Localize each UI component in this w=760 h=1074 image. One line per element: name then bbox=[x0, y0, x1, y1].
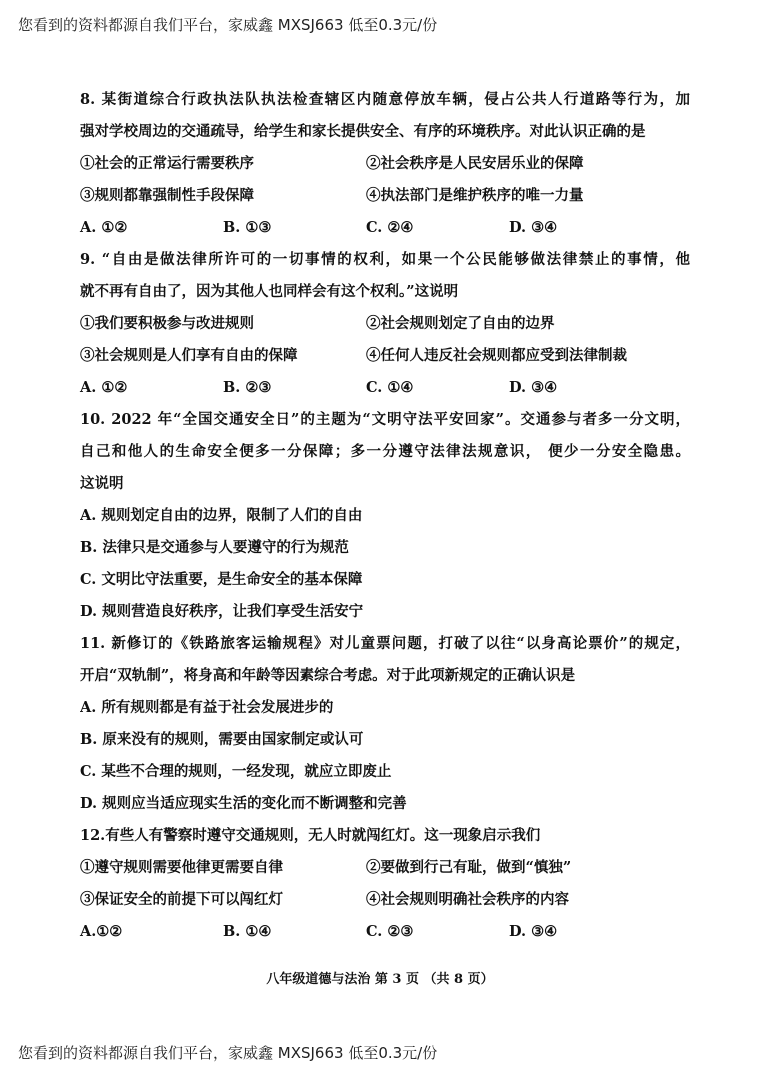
choice-d: D. ③④ bbox=[509, 219, 558, 236]
statement-3: ③保证安全的前提下可以闯红灯 bbox=[80, 891, 283, 908]
question-10 bbox=[80, 407, 690, 631]
choice-row bbox=[80, 919, 690, 951]
watermark-banner-top: 您看到的资料都源自我们平台，家威鑫 MXSJ663 低至0.3元/份 bbox=[18, 16, 438, 34]
question-stem-line: 12.有些人有警察时遵守交通规则，无人时就闯红灯。这一现象启示我们 bbox=[80, 827, 541, 844]
question-stem-line: 开启“双轨制”，将身高和年龄等因素综合考虑。对于此项新规定的正确认识是 bbox=[80, 667, 576, 684]
statement-2: ②社会秩序是人民安居乐业的保障 bbox=[366, 155, 584, 172]
exam-questions bbox=[80, 87, 690, 951]
choice-c: C. ②③ bbox=[366, 923, 414, 940]
statement-row bbox=[80, 151, 690, 183]
option-c: C. 文明比守法重要，是生命安全的基本保障 bbox=[80, 571, 363, 588]
question-8 bbox=[80, 87, 690, 247]
choice-b: B. ②③ bbox=[223, 379, 272, 396]
option-a: A. 规则划定自由的边界，限制了人们的自由 bbox=[80, 507, 363, 524]
choice-row bbox=[80, 215, 690, 247]
question-stem-line: 这说明 bbox=[80, 475, 124, 492]
option-a: A. 所有规则都是有益于社会发展进步的 bbox=[80, 699, 334, 716]
question-stem-line: 自己和他人的生命安全便多一分保障；多一分遵守法律法规意识， 便少一分安全隐患。 bbox=[80, 443, 690, 460]
option-c: C. 某些不合理的规则，一经发现，就应立即废止 bbox=[80, 763, 392, 780]
question-stem-line: 8. 某街道综合行政执法队执法检查辖区内随意停放车辆，侵占公共人行道路等行为，加 bbox=[80, 91, 690, 108]
statement-row bbox=[80, 311, 690, 343]
question-stem-line: 就不再有自由了，因为其他人也同样会有这个权利。”这说明 bbox=[80, 283, 459, 300]
choice-d: D. ③④ bbox=[509, 379, 558, 396]
question-stem-line: 10. 2022 年“全国交通安全日”的主题为“文明守法平安回家”。交通参与者多一分文明， bbox=[80, 411, 690, 428]
question-12 bbox=[80, 823, 690, 951]
statement-1: ①遵守规则需要他律更需要自律 bbox=[80, 859, 283, 876]
statement-4: ④执法部门是维护秩序的唯一力量 bbox=[366, 187, 584, 204]
option-b: B. 法律只是交通参与人要遵守的行为规范 bbox=[80, 539, 349, 556]
statement-row bbox=[80, 343, 690, 375]
choice-b: B. ①④ bbox=[223, 923, 272, 940]
statement-4: ④社会规则明确社会秩序的内容 bbox=[366, 891, 569, 908]
statement-4: ④任何人违反社会规则都应受到法律制裁 bbox=[366, 347, 627, 364]
statement-2: ②要做到行己有耻，做到“慎独” bbox=[366, 859, 572, 876]
statement-1: ①社会的正常运行需要秩序 bbox=[80, 155, 254, 172]
question-stem-line: 强对学校周边的交通疏导，给学生和家长提供安全、有序的环境秩序。对此认识正确的是 bbox=[80, 123, 646, 140]
option-d: D. 规则应当适应现实生活的变化而不断调整和完善 bbox=[80, 795, 407, 812]
choice-a: A. ①② bbox=[80, 219, 128, 236]
statement-3: ③社会规则是人们享有自由的保障 bbox=[80, 347, 298, 364]
question-stem-line: 9. “自由是做法律所许可的一切事情的权利，如果一个公民能够做法律禁止的事情，他 bbox=[80, 251, 690, 268]
statement-row bbox=[80, 855, 690, 887]
choice-a: A.①② bbox=[80, 923, 123, 940]
statement-3: ③规则都靠强制性手段保障 bbox=[80, 187, 254, 204]
statement-2: ②社会规则划定了自由的边界 bbox=[366, 315, 555, 332]
choice-a: A. ①② bbox=[80, 379, 128, 396]
choice-c: C. ②④ bbox=[366, 219, 414, 236]
statement-1: ①我们要积极参与改进规则 bbox=[80, 315, 254, 332]
statement-row bbox=[80, 887, 690, 919]
option-b: B. 原来没有的规则，需要由国家制定或认可 bbox=[80, 731, 364, 748]
choice-d: D. ③④ bbox=[509, 923, 558, 940]
choice-row bbox=[80, 375, 690, 407]
watermark-banner-bottom: 您看到的资料都源自我们平台，家威鑫 MXSJ663 低至0.3元/份 bbox=[18, 1044, 438, 1062]
question-stem-line: 11. 新修订的《铁路旅客运输规程》对儿童票问题，打破了以往“以身高论票价”的规定， bbox=[80, 635, 690, 652]
choice-c: C. ①④ bbox=[366, 379, 414, 396]
page-footer: 八年级道德与法治 第 3 页 （共 8 页） bbox=[266, 972, 494, 987]
option-d: D. 规则营造良好秩序，让我们享受生活安宁 bbox=[80, 603, 364, 620]
question-11 bbox=[80, 631, 690, 823]
statement-row bbox=[80, 183, 690, 215]
choice-b: B. ①③ bbox=[223, 219, 272, 236]
question-9 bbox=[80, 247, 690, 407]
